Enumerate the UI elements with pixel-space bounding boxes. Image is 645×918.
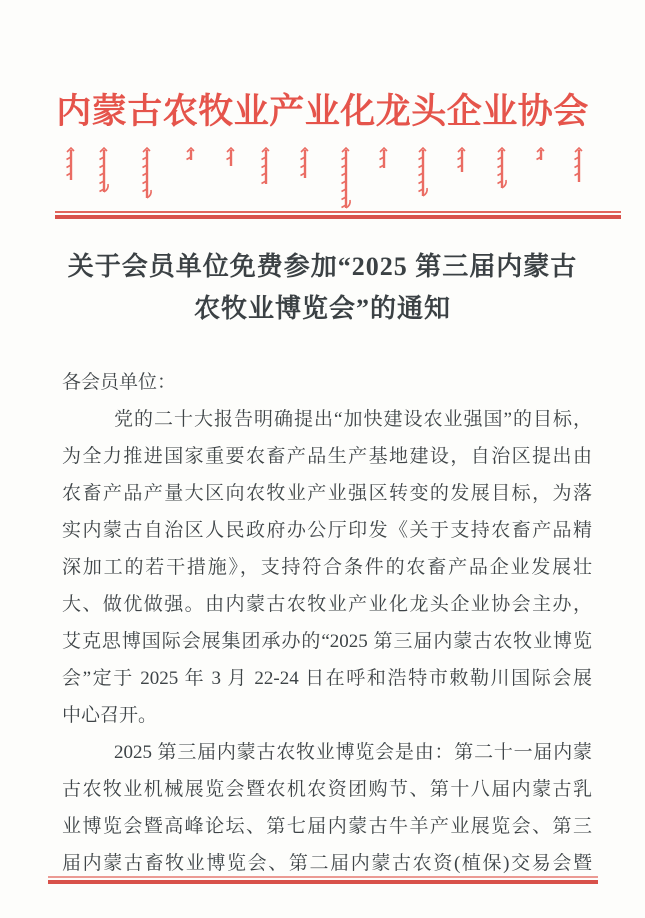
body-line: 党的二十大报告明确提出“加快建设农业强国”的目标， bbox=[114, 409, 592, 430]
header-divider-rule bbox=[55, 211, 621, 219]
body-line: 古农牧业机械展览会暨农机农资团购节、第十八届内蒙古乳 bbox=[62, 779, 592, 800]
letterhead-org-title: 内蒙古农牧业产业化龙头企业协会 bbox=[56, 92, 589, 131]
body-lines bbox=[62, 364, 592, 882]
footer-divider-rule bbox=[48, 876, 598, 884]
body-line: 中心召开。 bbox=[62, 705, 158, 726]
mongolian-script-decoration-icon bbox=[0, 146, 645, 212]
body-line: 业博览会暨高峰论坛、第七届内蒙古牛羊产业展览会、第三 bbox=[62, 816, 592, 837]
body-line: 大、做优做强。由内蒙古农牧业产业化龙头企业协会主办， bbox=[62, 594, 592, 615]
body-line: 艾克思博国际会展集团承办的“2025 第三届内蒙古农牧业博览 bbox=[62, 631, 592, 652]
body-line: 农畜产品产量大区向农牧业产业强区转变的发展目标，为落 bbox=[62, 483, 592, 504]
body-line: 各会员单位： bbox=[62, 372, 177, 393]
body-line: 实内蒙古自治区人民政府办公厅印发《关于支持农畜产品精 bbox=[62, 520, 592, 541]
body-line: 届内蒙古畜牧业博览会、第二届内蒙古农资(植保)交易会暨 bbox=[62, 853, 592, 874]
body-line: 为全力推进国家重要农畜产品生产基地建设，自治区提出由 bbox=[62, 446, 592, 467]
document-title bbox=[40, 246, 605, 330]
body-line: 会”定于 2025 年 3 月 22-24 日在呼和浩特市敕勒川国际会展 bbox=[62, 668, 592, 689]
document-title-line2: 农牧业博览会”的通知 bbox=[193, 294, 451, 323]
body-line: 深加工的若干措施》，支持符合条件的农畜产品企业发展壮 bbox=[62, 557, 592, 578]
body-line: 2025 第三届内蒙古农牧业博览会是由：第二十一届内蒙 bbox=[114, 742, 592, 763]
document-title-line1: 关于会员单位免费参加“2025 第三届内蒙古 bbox=[67, 252, 578, 281]
